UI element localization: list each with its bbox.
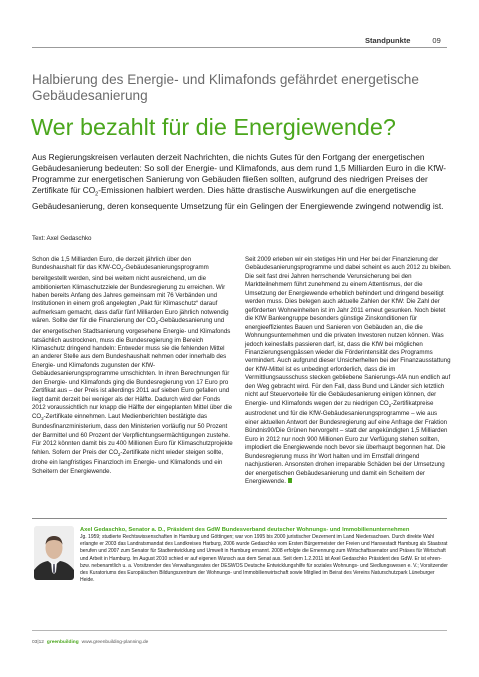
body-column-right: [245, 256, 452, 486]
subscript: 2: [155, 320, 158, 326]
subscript: 2: [41, 415, 44, 421]
magazine-brand: greenbuilding: [46, 640, 79, 645]
body-text: Schon die 1,5 Milliarden Euro, die derzeit jährlich über den Bundeshaushalt für das KfW-CO: [32, 256, 192, 272]
page-number: 09: [432, 36, 441, 45]
bio-divider: [32, 518, 447, 519]
subscript: 2: [118, 451, 121, 457]
footer-rule: [32, 630, 447, 631]
body-text: -Zertifikate nicht wieder steigen sollte, drohe ein langfristiges Finanzloch im Energie- und Klimafonds und ein Scheitern der Energiewende.: [32, 448, 224, 475]
author-photo: [34, 526, 74, 580]
bio-text: Jg. 1959; studierte Rechtswissenschaften in Hamburg und Göttingen; war von 1995 bis 2000 juristischer Dezernent im Land Niedersachsen. Durch direkte Wahl erlangte er 2003 das Landratsmandat des Landkreises Harburg, 2006 wurde Gedaschko vom Ersten Bürgermeister der Freien und Hansestadt Hamburg als Staatsrat berufen und 2007 zum Senator für Stadtentwicklung und Umwelt in Hamburg ernannt. 2008 erfolgte die Ernennung zum Wirtschaftssenator und Präses für Wirtschaft und Arbeit in Hamburg. Im August 2010 schied er auf eigenen Wunsch aus dem Senat aus. Seit dem 1.2.2011 ist Axel Gedaschko Präsident des GdW. Er ist ehren- bzw. nebenamtlich u. a. Vorsitzender des Verwaltungsrates der DESWOS Deutsche Entwicklungshilfe für soziales Wohnungs- und Siedlungswesen e. V.; Vorsitzender des Kuratoriums des Europäischen Bildungszentrum der Wohnungs- und Immobilienwirtschaft sowie Mitglied im Beirat des Vereins Naturschutzpark Lüneburger Heide.: [80, 534, 448, 584]
header-rule: [32, 47, 447, 48]
body-text: -Zertifikatpreise austrocknet und für die KfW-Gebäudesanierungsprogramme – wie aus einer aktuellen Antwort der Bundesregierung auf eine Anfrage der Fraktion Bündnis90/Die Grünen hervorgeht – statt der angekündigten 1,5 Milliarden Euro in 2012 nur noch 900 Millionen Euro zur Verfügung stehen sollten, implodiert die Energiewende noch bevor sie überhaupt begonnen hat. Die Bundesregierung muss ihr Wort halten und im Ernstfall dringend nachjustieren. Ansonsten drohen irreparable Schäden bei der Umsetzung der energetischen Gebäudesanierung und damit ein Scheitern der Energiewende.: [245, 399, 448, 485]
lead-text: Aus Regierungskreisen verlauten derzeit Nachrichten, die nichts Gutes für den Fortgang der energetischen Gebäudesanierung bedeuten: So soll der Energie- und Klimafonds, aus dem rund 1,5 Milliarden Euro in die KfW-Programme zur energetischen Sanierung von Gebäuden fließen sollten, aufgrund des niedrigen Preises der Zertifikate für CO: [32, 152, 447, 196]
lead-paragraph: [32, 152, 450, 212]
article-title: Wer bezahlt für die Energiewende?: [31, 114, 396, 140]
running-header: [365, 36, 441, 45]
body-text: -Gebäudesanierung und der energetischen Stadtsanierung vorgesehene Energie- und Klimafonds tatsächlich austrocknen, muss die Bundesregierung im Bereich Klimaschutz dringend handeln: Entweder muss sie die fehlenden Mittel an anderer Stelle aus dem Bundeshaushalt nehmen oder innerhalb des Energie- und Klimafonds zugunsten der KfW-Gebäudesanierungsprogramme umschichten. In ihren Berechnungen für den Energie- und Klimafonds ging die Bundesregierung von 17 Euro pro Zertifikat aus – der Preis ist allerdings 2011 auf sieben Euro gefallen und liegt damit derzeit bei weniger als der Hälfte. Dadurch wird der Fonds 2012 voraussichtlich nur knapp die Hälfte der eingeplanten Mittel über die CO: [32, 317, 233, 420]
section-label: Standpunkte: [365, 36, 411, 45]
body-text: -Gebäudesanierungsprogramm bereitgestellt werden, sind bei weitem nicht ausreichend, um die ambitionierten Klimaschutzziele der Bundesregierung zu erreichen. Wir haben bereits Anfang des Jahres gemeinsam mit 76 Verbänden und Institutionen in einem groß angelegten „Pakt für Klimaschutz“ darauf aufmerksam gemacht, dass dafür fünf Milliarden Euro jährlich notwendig wären. Sollte der für die Finanzierung der CO: [32, 264, 229, 325]
lead-subscript: 2: [95, 191, 99, 198]
body-text: -Zertifikate einnehmen. Laut Medienberichten bestätigte das Bundesfinanzministerium, dass den Ministerien vorläufig nur 50 Prozent der Barmittel und 60 Prozent der Verpflichtungsermächtigungen zustehe. Für 2012 könnten damit bis zu 400 Millionen Euro für Klimaschutzprojekte fehlen. Sofern der Preis der CO: [32, 412, 233, 456]
bio-heading: Axel Gedaschko, Senator a. D., Präsident des GdW Bundesverband deutscher Wohnungs- und Immobilienunternehmen: [80, 527, 410, 533]
footer-url: www.greenbuilding-planning.de: [81, 640, 149, 645]
page-footer: [32, 640, 148, 645]
kicker: Halbierung des Energie- und Klimafonds gefährdet energetische Gebäudesanierung: [32, 72, 419, 103]
body-column-left: [32, 256, 233, 476]
author-byline: Text: Axel Gedaschko: [32, 235, 92, 242]
portrait-image: [34, 526, 74, 580]
lead-text: -Emissionen halbiert werden. Dies hätte drastische Auswirkungen auf die energetische Gebäudesanierung, deren konsequente Umsetzung für ein Gelingen der Energiewende zwingend notwendig ist.: [32, 185, 444, 212]
end-mark: [288, 478, 292, 483]
subscript: 2: [388, 402, 392, 408]
subscript: 2: [120, 267, 124, 273]
author-bio: [80, 526, 450, 584]
issue-number: 03|12: [32, 640, 44, 645]
body-text: Seit 2009 erleben wir ein stetiges Hin und Her bei der Finanzierung der Gebäudesanierungsprogramme und dabei scheint es auch 2012 zu bleiben. Die seit fast drei Jahren herrschende Verunsicherung bei den Marktteilnehmern führt zunehmend zu einem Attentismus, der die Umsetzung der Energiewende erheblich behindert und dringend beseitigt werden muss. Dies belegen auch aktuelle Zahlen der KfW: Die Zahl der geförderten Wohneinheiten ist im Jahr 2011 erneut gesunken. Noch bietet die KfW Bankengruppe besonders günstige Zinskonditionen für energieeffizientes Bauen und Sanieren von Gebäuden an, die die Wohnungsunternehmen und die privaten Investoren nutzen können. Was jedoch keinesfalls passieren darf, ist, dass die KfW bei möglichen Finanzierungsengpässen wieder die Förderintensität des Programms vermindert. Auch aufgrund dieser Unsicherheiten bei der Finanzausstattung der KfW-Mittel ist es unbedingt erforderlich, dass die im Vermittlungsausschuss stecken gebliebene Sanierungs-AfA nun endlich auf den Weg gebracht wird. Für den Fall, dass Bund und Länder sich letztlich nicht auf Steuervorteile für die Gebäudesanierung einigen können, der Energie- und Klimafonds wegen der zu niedrigen CO: [245, 256, 452, 407]
